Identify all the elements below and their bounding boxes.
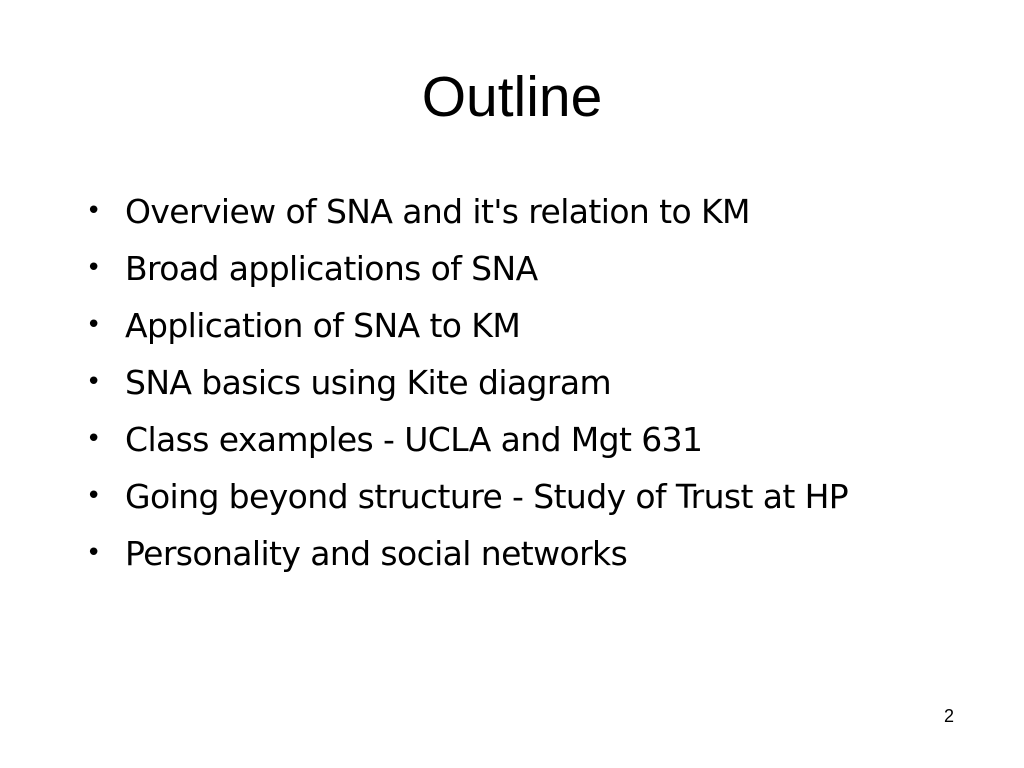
bullet-text: Personality and social networks	[125, 534, 628, 573]
bullet-text: Overview of SNA and it's relation to KM	[125, 192, 750, 231]
list-item	[86, 354, 986, 411]
bullet-icon: •	[86, 367, 102, 397]
outline-bullet-list	[86, 183, 986, 582]
bullet-text: Application of SNA to KM	[125, 306, 521, 345]
slide-title: Outline	[421, 65, 603, 129]
list-item	[86, 183, 986, 240]
list-item	[86, 468, 986, 525]
list-item	[86, 240, 986, 297]
bullet-text: Class examples - UCLA and Mgt 631	[125, 420, 703, 459]
bullet-text: SNA basics using Kite diagram	[125, 363, 612, 402]
bullet-icon: •	[86, 481, 102, 511]
list-item	[86, 297, 986, 354]
list-item	[86, 525, 986, 582]
list-item	[86, 411, 986, 468]
page-number: 2	[944, 706, 955, 726]
bullet-text: Broad applications of SNA	[125, 249, 538, 288]
bullet-icon: •	[86, 424, 102, 454]
bullet-icon: •	[86, 253, 102, 283]
bullet-icon: •	[86, 196, 102, 226]
bullet-text: Going beyond structure - Study of Trust at HP	[125, 477, 849, 516]
bullet-icon: •	[86, 538, 102, 568]
bullet-icon: •	[86, 310, 102, 340]
